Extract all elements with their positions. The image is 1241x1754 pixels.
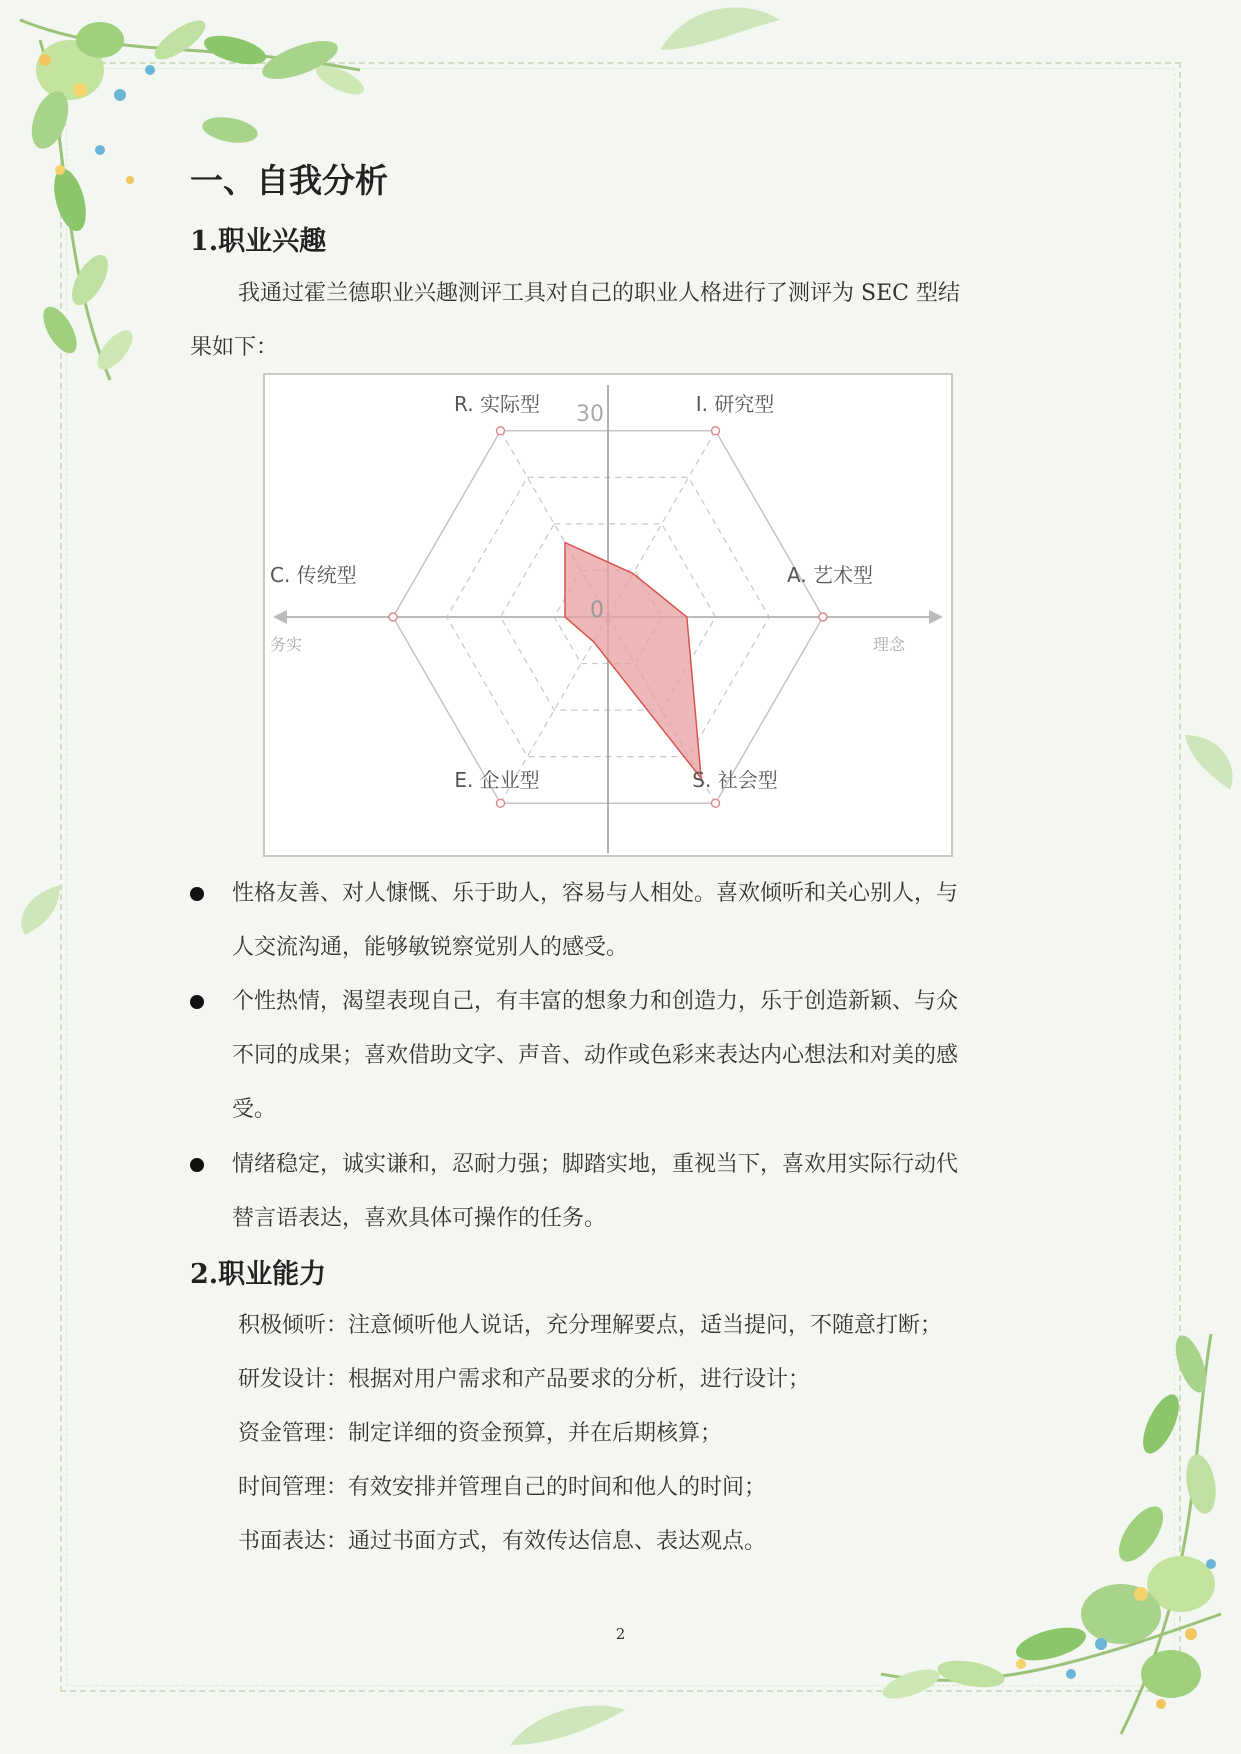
leaf-decoration-bottom — [500, 1700, 630, 1750]
leaf-decoration-right — [1180, 725, 1240, 795]
bullet-1-line-1: 性格友善、对人慷慨、乐于助人，容易与人相处。喜欢倾听和关心别人，与 — [232, 881, 959, 906]
radar-vertex-dot — [497, 799, 505, 807]
leaf-decoration-bottom-right — [821, 1314, 1241, 1754]
radar-vertex-dot — [712, 799, 720, 807]
radar-vertex-dot — [497, 427, 505, 435]
bullet-item — [190, 1138, 1052, 1246]
bullet-item — [190, 867, 1052, 975]
bullet-dot — [190, 1158, 204, 1172]
section-title-career-ability: 2.职业能力 — [190, 1259, 327, 1290]
radar-vertex-dot — [389, 613, 397, 621]
bullet-1-line-2: 人交流沟通，能够敏锐察觉别人的感受。 — [232, 935, 629, 960]
leaf-decoration-left — [15, 880, 65, 940]
bullet-3-line-1: 情绪稳定，诚实谦和，忍耐力强；脚踏实地，重视当下，喜欢用实际行动代 — [232, 1152, 959, 1177]
bullet-2-line-2: 不同的成果；喜欢借助文字、声音、动作或色彩来表达内心想法和对美的感 — [232, 1043, 959, 1068]
radar-tick-label: 0 — [590, 598, 604, 623]
radar-data-area — [565, 543, 701, 779]
radar-axis-label: R. 实际型 — [454, 392, 540, 416]
radar-side-label-right: 理念 — [872, 635, 905, 654]
ability-item: 研发设计：根据对用户需求和产品要求的分析，进行设计； — [238, 1367, 811, 1392]
ability-item: 资金管理：制定详细的资金预算，并在后期核算； — [238, 1421, 723, 1446]
intro-paragraph — [190, 267, 1052, 375]
bullet-dot — [190, 995, 204, 1009]
bullet-2-line-3: 受。 — [232, 1097, 277, 1122]
page-number: 2 — [615, 1625, 626, 1643]
leaf-decoration-top — [650, 0, 790, 60]
axis-arrow-left — [273, 610, 287, 624]
radar-axis-label: I. 研究型 — [695, 392, 775, 416]
page-heading: 一、自我分析 — [190, 161, 388, 200]
ability-item: 时间管理：有效安排并管理自己的时间和他人的时间； — [238, 1475, 767, 1500]
radar-axis-label: C. 传统型 — [270, 563, 357, 587]
ability-item: 书面表达：通过书面方式，有效传达信息、表达观点。 — [238, 1529, 767, 1554]
radar-axis-label: E. 企业型 — [454, 768, 540, 792]
bullet-3-line-2: 替言语表达，喜欢具体可操作的任务。 — [232, 1206, 607, 1231]
ability-item: 积极倾听：注意倾听他人说话，充分理解要点，适当提问，不随意打断； — [238, 1313, 943, 1338]
bullet-2-line-1: 个性热情，渴望表现自己，有丰富的想象力和创造力，乐于创造新颖、与众 — [232, 989, 959, 1014]
bullet-dot — [190, 887, 204, 901]
radar-side-label-left: 务实 — [270, 635, 303, 654]
axis-arrow-right — [929, 610, 943, 624]
holland-radar-chart — [263, 373, 953, 857]
bullet-item — [190, 975, 1052, 1137]
radar-vertex-dot — [819, 613, 827, 621]
radar-tick-label: 30 — [576, 402, 604, 427]
radar-vertex-dot — [712, 427, 720, 435]
radar-axis-label: S. 社会型 — [692, 768, 778, 792]
radar-axis-label: A. 艺术型 — [787, 563, 874, 587]
intro-line-1: 我通过霍兰德职业兴趣测评工具对自己的职业人格进行了测评为 SEC 型结 — [238, 281, 960, 306]
intro-line-2: 果如下： — [190, 335, 279, 360]
radar-chart-svg — [265, 375, 951, 855]
section-title-career-interest: 1.职业兴趣 — [190, 226, 327, 257]
